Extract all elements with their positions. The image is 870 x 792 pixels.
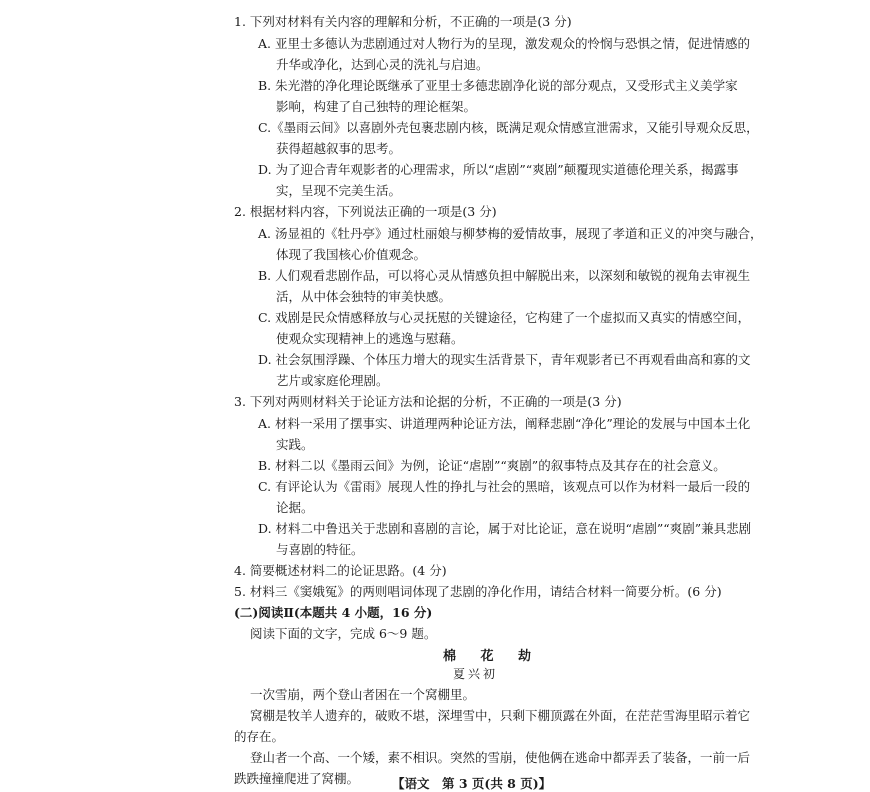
text-line: 登山者一个高、一个矮，素不相识。突然的雪崩，使他俩在逃命中都弄丢了装备，一前一后 — [250, 750, 751, 765]
text-line: 2. 根据材料内容，下列说法正确的一项是(3 分) — [234, 204, 497, 219]
text-line: 跌跌撞撞爬进了窝棚。 — [234, 771, 360, 786]
text-line: 实，呈现不完美生活。 — [276, 183, 402, 198]
text-line: B. 材料二以《墨雨云间》为例，论证“虐剧”“爽剧”的叙事特点及其存在的社会意义。 — [258, 458, 726, 473]
text-line: 3. 下列对两则材料关于论证方法和论据的分析，不正确的一项是(3 分) — [234, 394, 622, 409]
text-line: 活，从中体会独特的审美快感。 — [276, 289, 452, 304]
story-title: 棉 花 劫 — [443, 649, 542, 664]
text-line: A. 亚里士多德认为悲剧通过对人物行为的呈现，激发观众的怜悯与恐惧之情，促进情感的 — [258, 36, 750, 51]
page-footer: 【语文 第 3 页(共 8 页)】 — [392, 776, 552, 791]
text-line: 与喜剧的特征。 — [276, 542, 364, 557]
text-line: D. 材料二中鲁迅关于悲剧和喜剧的言论，属于对比论证，意在说明“虐剧”“爽剧”兼具悲剧 — [258, 521, 752, 536]
text-line: 5. 材料三《窦娥冤》的两则唱词体现了悲剧的净化作用，请结合材料一简要分析。(6 分) — [234, 584, 722, 599]
text-line: B. 人们观看悲剧作品，可以将心灵从情感负担中解脱出来，以深刻和敏锐的视角去审视生 — [258, 268, 751, 283]
text-line: D. 社会氛围浮躁、个体压力增大的现实生活背景下，青年观影者已不再观看曲高和寡的文 — [258, 352, 751, 367]
text-line: 阅读下面的文字，完成 6～9 题。 — [250, 626, 437, 641]
text-line: C. 戏剧是民众情感释放与心灵抚慰的关键途径，它构建了一个虚拟而又真实的情感空间， — [258, 310, 751, 325]
text-line: 论据。 — [276, 500, 314, 515]
text-line: 窝棚是牧羊人遗弃的，破败不堪，深埋雪中，只剩下棚顶露在外面，在茫茫雪海里昭示着它 — [250, 708, 751, 723]
text-line: 4. 简要概述材料二的论证思路。(4 分) — [234, 563, 447, 578]
text-line: C.《墨雨云间》以喜剧外壳包裹悲剧内核，既满足观众情感宣泄需求，又能引导观众反思， — [258, 120, 759, 135]
text-line: (二)阅读Ⅱ(本题共 4 小题，16 分) — [234, 605, 433, 620]
text-line: 一次雪崩，两个登山者困在一个窝棚里。 — [250, 687, 476, 702]
text-line: D. 为了迎合青年观影者的心理需求，所以“虐剧”“爽剧”颠覆现实道德伦理关系，揭露事 — [258, 162, 739, 177]
text-line: 艺片或家庭伦理剧。 — [276, 373, 389, 388]
text-line: 实践。 — [276, 437, 314, 452]
text-line: 使观众实现精神上的逃逸与慰藉。 — [276, 331, 464, 346]
story-author: 夏兴初 — [453, 667, 499, 681]
text-line: 获得超越叙事的思考。 — [276, 141, 402, 156]
text-line: C. 有评论认为《雷雨》展现人性的挣扎与社会的黑暗，该观点可以作为材料一最后一段的 — [258, 479, 751, 494]
text-line: 升华或净化，达到心灵的洗礼与启迪。 — [276, 57, 489, 72]
text-line: B. 朱光潜的净化理论既继承了亚里士多德悲剧净化说的部分观点，又受形式主义美学家 — [258, 78, 738, 93]
text-line: 体现了我国核心价值观念。 — [276, 247, 427, 262]
text-line: 的存在。 — [234, 729, 285, 744]
text-line: 影响，构建了自己独特的理论框架。 — [276, 99, 477, 114]
text-line: A. 材料一采用了摆事实、讲道理两种论证方法，阐释悲剧“净化”理论的发展与中国本土化 — [258, 416, 751, 431]
text-line: 1. 下列对材料有关内容的理解和分析，不正确的一项是(3 分) — [234, 14, 572, 29]
text-line: A. 汤显祖的《牡丹亭》通过杜丽娘与柳梦梅的爱情故事，展现了孝道和正义的冲突与融合， — [258, 226, 763, 241]
